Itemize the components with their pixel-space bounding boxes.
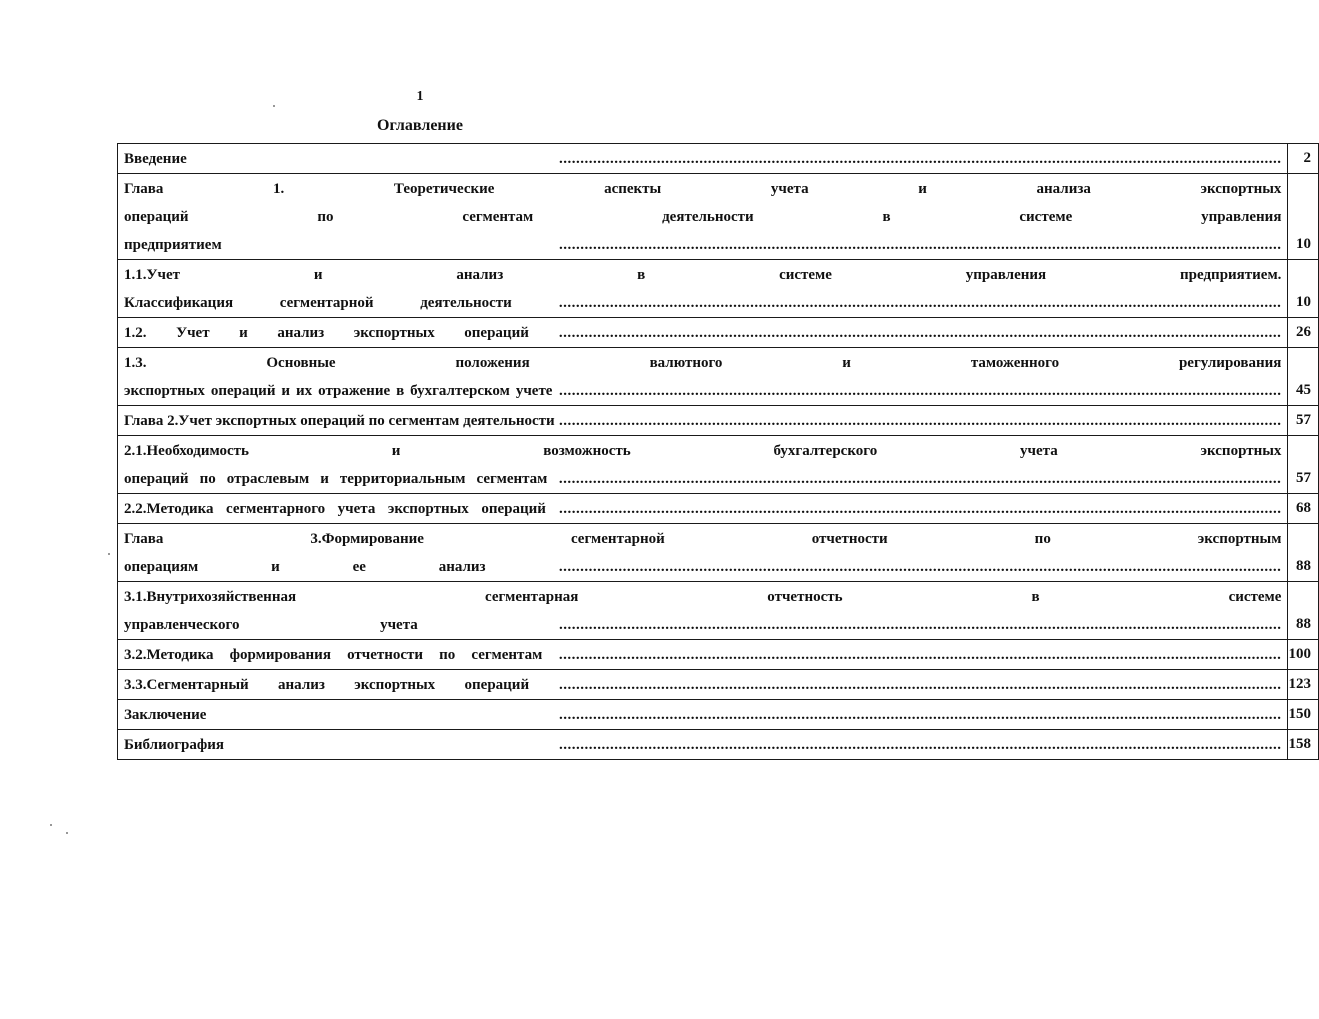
toc-entry [118, 700, 1288, 730]
toc-entry-line: управленческого учета ..... [124, 611, 1281, 639]
scan-speck [108, 553, 110, 555]
toc-entry-line: 1.1.Учет и анализ в системе управления предприятием. [124, 267, 1282, 283]
toc-row [118, 318, 1319, 348]
toc-entry-line: Глава 1. Теоретические аспекты учета и анализа экспортных [124, 181, 1282, 197]
toc-entry-line: Введение ..... [124, 145, 1281, 173]
toc-row [118, 582, 1319, 640]
page-title: Оглавление [377, 117, 463, 134]
toc-row [118, 730, 1319, 760]
toc-entry [118, 494, 1288, 524]
toc-row [118, 174, 1319, 260]
scan-speck [66, 832, 68, 834]
toc-page-number: 100 [1288, 640, 1319, 670]
toc-row [118, 524, 1319, 582]
toc-entry-line: Заключение ..... [124, 701, 1281, 729]
toc-page-number: 150 [1288, 700, 1319, 730]
toc-row [118, 348, 1319, 406]
toc-row [118, 436, 1319, 494]
toc-entry-line: Классификация сегментарной деятельности ..... [124, 289, 1281, 317]
toc-entry [118, 436, 1288, 494]
toc-entry [118, 318, 1288, 348]
toc-entry [118, 524, 1288, 582]
toc-entry-line: 1.3. Основные положения валютного и таможенного регулирования [124, 355, 1282, 371]
toc-page-number: 57 [1288, 436, 1319, 494]
toc-entry-line: 3.3.Сегментарный анализ экспортных операций ..... [124, 671, 1281, 699]
toc-page-number: 2 [1288, 144, 1319, 174]
toc-page-number: 158 [1288, 730, 1319, 760]
toc-row [118, 670, 1319, 700]
table-of-contents [117, 143, 1319, 760]
toc-page-number: 10 [1288, 174, 1319, 260]
toc-entry [118, 174, 1288, 260]
toc-entry-line: Глава 3.Формирование сегментарной отчетности по экспортным [124, 531, 1282, 547]
toc-entry-line: 2.2.Методика сегментарного учета экспортных операций ..... [124, 495, 1281, 523]
toc-entry-line: Библиография ..... [124, 731, 1281, 759]
toc-entry-line: операциям и ее анализ ..... [124, 553, 1281, 581]
toc-row [118, 260, 1319, 318]
scan-speck [273, 105, 275, 107]
toc-row [118, 144, 1319, 174]
toc-entry-line: 3.1.Внутрихозяйственная сегментарная отчетность в системе [124, 589, 1282, 605]
toc-page-number: 45 [1288, 348, 1319, 406]
toc-row [118, 494, 1319, 524]
toc-page-number: 57 [1288, 406, 1319, 436]
toc-entry [118, 406, 1288, 436]
toc-entry-line: Глава 2.Учет экспортных операций по сегментам деятельности ..... [124, 407, 1281, 435]
toc-entry-line: операций по отраслевым и территориальным сегментам ..... [124, 465, 1281, 493]
toc-entry-line: предприятием ..... [124, 231, 1281, 259]
toc-page-number: 26 [1288, 318, 1319, 348]
toc-page-number: 10 [1288, 260, 1319, 318]
toc-page-number: 123 [1288, 670, 1319, 700]
toc-entry [118, 730, 1288, 760]
toc-entry [118, 640, 1288, 670]
scan-speck [50, 824, 52, 826]
toc-entry [118, 260, 1288, 318]
toc-row [118, 406, 1319, 436]
toc-page-number: 88 [1288, 524, 1319, 582]
toc-entry-line: 3.2.Методика формирования отчетности по сегментам ..... [124, 641, 1281, 669]
page-number: 1 [416, 89, 424, 104]
toc-entry-line: операций по сегментам деятельности в системе управления [124, 209, 1282, 225]
toc-entry [118, 348, 1288, 406]
toc-entry [118, 582, 1288, 640]
toc-entry [118, 144, 1288, 174]
toc-entry [118, 670, 1288, 700]
toc-page-number: 68 [1288, 494, 1319, 524]
toc-entry-line: 2.1.Необходимость и возможность бухгалтерского учета экспортных [124, 443, 1282, 459]
toc-row [118, 640, 1319, 670]
toc-entry-line: 1.2. Учет и анализ экспортных операций ..... [124, 319, 1281, 347]
toc-page-number: 88 [1288, 582, 1319, 640]
toc-entry-line: экспортных операций и их отражение в бухгалтерском учете ..... [124, 377, 1281, 405]
toc-row [118, 700, 1319, 730]
